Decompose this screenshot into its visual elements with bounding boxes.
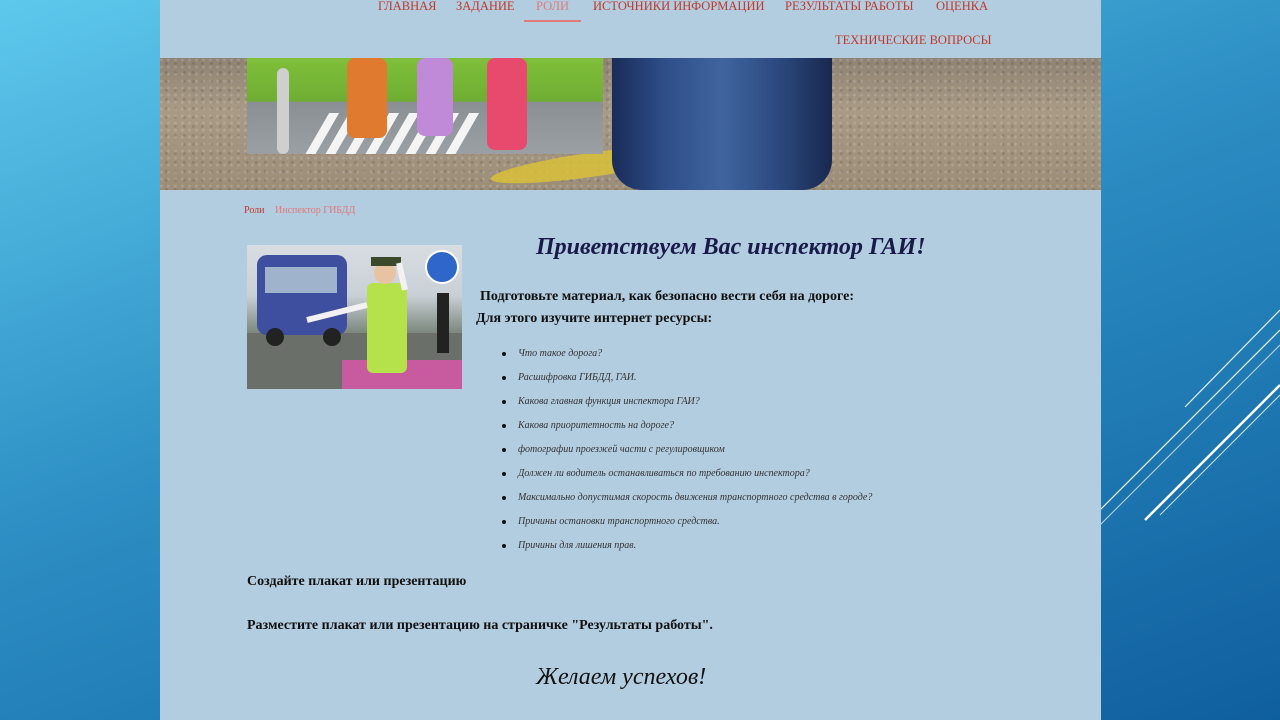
banner-cartoon-image — [247, 58, 603, 154]
list-item: Какова приоритетность на дороге? — [498, 418, 872, 442]
breadcrumb-roles-link[interactable]: Роли — [244, 205, 265, 216]
list-item: Должен ли водитель останавливаться по требованию инспектора? — [498, 466, 872, 490]
list-item: фотографии проезжей части с регулировщиком — [498, 442, 872, 466]
list-item: Что такое дорога? — [498, 346, 872, 370]
list-item: Причины остановки транспортного средства. — [498, 514, 872, 538]
breadcrumb-current: Инспектор ГИБДД — [275, 205, 356, 216]
task-publish-poster: Разместите плакат или презентацию на страничке "Результаты работы". — [247, 618, 713, 633]
decorative-lines — [1100, 300, 1280, 530]
breadcrumb — [244, 205, 355, 216]
header-banner — [160, 58, 1101, 190]
nav-results[interactable]: РЕЗУЛЬТАТЫ РАБОТЫ — [785, 0, 914, 13]
list-item: Какова главная функция инспектора ГАИ? — [498, 394, 872, 418]
nav-evaluation[interactable]: ОЦЕНКА — [936, 0, 989, 13]
nav-home[interactable]: ГЛАВНАЯ — [378, 0, 437, 13]
list-item: Максимально допустимая скорость движения транспортного средства в городе? — [498, 490, 872, 514]
site-page — [160, 0, 1101, 720]
top-navigation — [160, 0, 1101, 58]
resource-list — [498, 346, 872, 562]
traffic-inspector-photo — [247, 245, 462, 389]
page-heading: Приветствуем Вас инспектор ГАИ! — [536, 234, 926, 260]
closing-wish: Желаем успехов! — [536, 664, 707, 690]
list-item: Расшифровка ГИБДД, ГАИ. — [498, 370, 872, 394]
intro-text-1: Подготовьте материал, как безопасно вести себя на дороге: — [480, 289, 855, 304]
nav-roles[interactable]: РОЛИ — [524, 0, 581, 22]
banner-jeans-figure — [612, 58, 832, 190]
nav-technical-questions[interactable]: ТЕХНИЧЕСКИЕ ВОПРОСЫ — [835, 33, 992, 47]
nav-info-sources[interactable]: ИСТОЧНИКИ ИНФОРМАЦИИ — [593, 0, 765, 13]
intro-text-2: Для этого изучите интернет ресурсы: — [476, 311, 713, 326]
task-create-poster: Создайте плакат или презентацию — [247, 574, 467, 589]
nav-task[interactable]: ЗАДАНИЕ — [456, 0, 515, 13]
list-item: Причины для лишения прав. — [498, 538, 872, 562]
